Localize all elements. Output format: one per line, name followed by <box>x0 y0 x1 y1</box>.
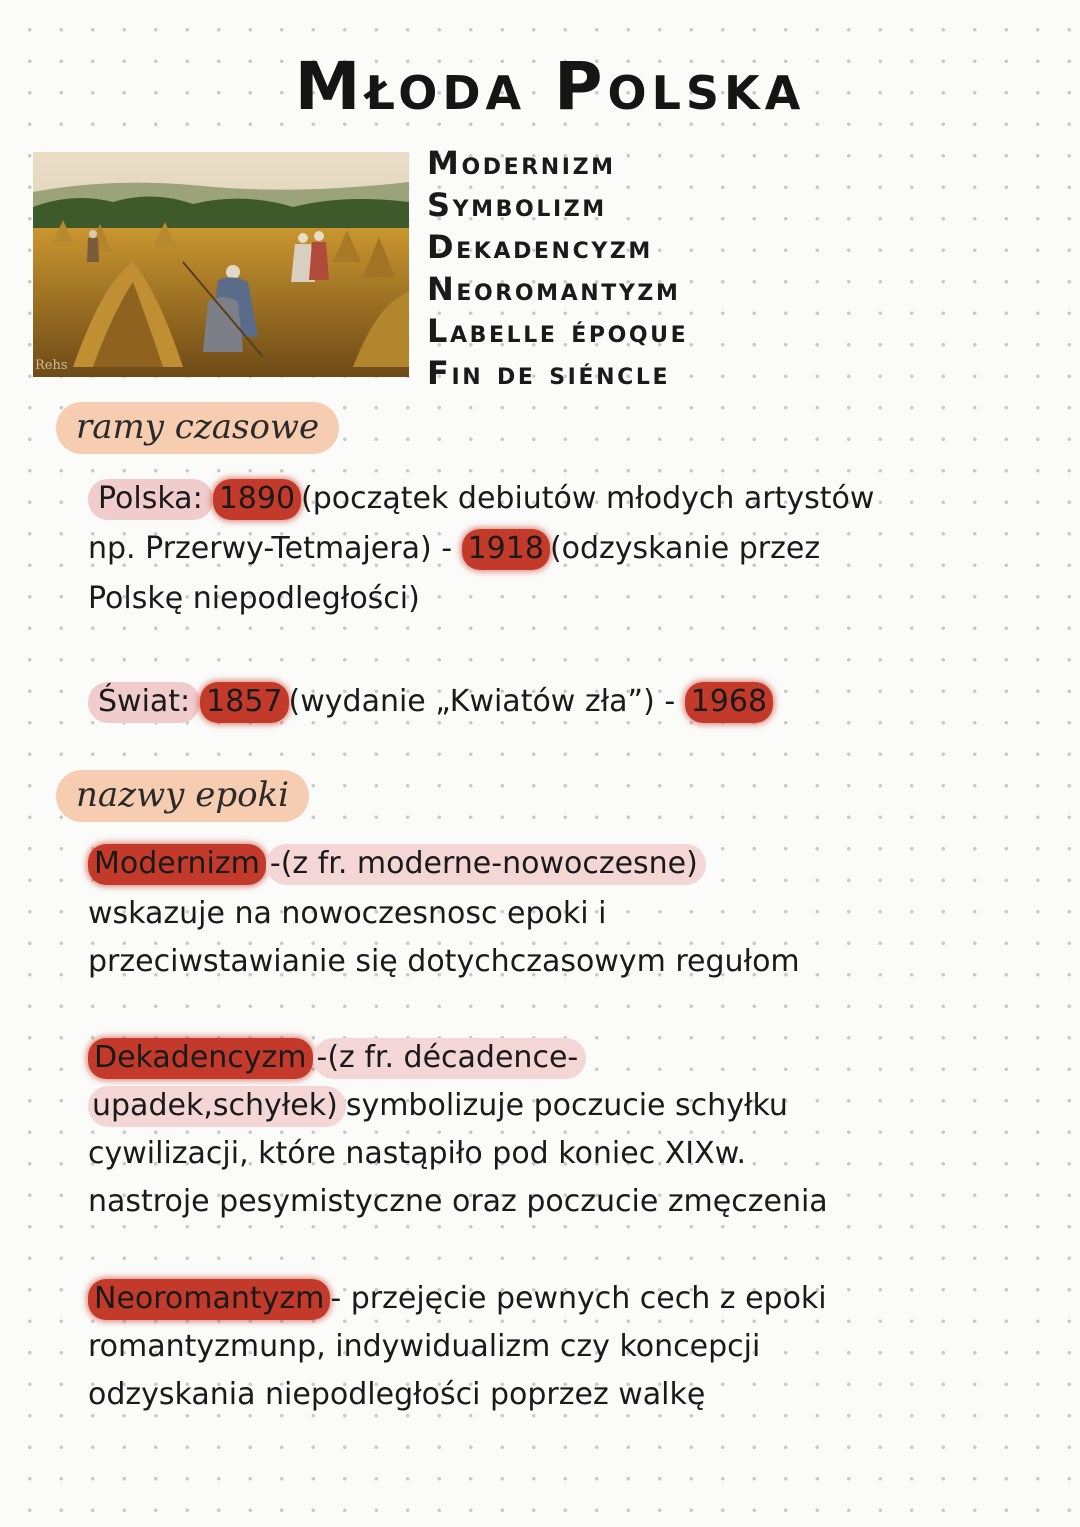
period-name-item: Modernizm <box>427 144 616 182</box>
neoromantyzm-line1-rest: - przejęcie pewnych cech z epoki <box>330 1281 827 1316</box>
period-name-item: Fin de siéncle <box>427 354 671 392</box>
polska-label: Polska: <box>88 479 213 520</box>
polska-start-note: (początek debiutów młodych artystów <box>301 481 875 516</box>
period-name-item: Neoromantyzm <box>427 270 681 308</box>
neoromantyzm-line3: odzyskania niepodległości poprzez walkę <box>88 1377 706 1412</box>
polska-timeframe-line3: Polskę niepodległości) <box>88 581 420 616</box>
period-name-item: Dekadencyzm <box>427 228 653 266</box>
polska-timeframe-line2 <box>88 525 820 573</box>
swiat-start-note: (wydanie „Kwiatów zła”) - <box>288 684 676 719</box>
harvest-painting-image <box>33 152 409 377</box>
neoromantyzm-term: Neoromantyzm <box>88 1279 330 1320</box>
dekadencyzm-line4: nastroje pesymistyczne oraz poczucie zmęczenia <box>88 1184 828 1219</box>
dekadencyzm-line3: cywilizacji, które nastąpiło pod koniec XIXw. <box>88 1136 747 1171</box>
polska-end-year: 1918 <box>462 529 550 570</box>
swiat-label: Świat: <box>88 682 200 723</box>
modernizm-line2: wskazuje na nowoczesnosc epoki i <box>88 896 607 931</box>
period-name-item: Labelle époque <box>427 312 689 350</box>
modernizm-line1 <box>88 840 706 888</box>
painting-caption: Rehs <box>35 358 68 373</box>
polska-timeframe-line1 <box>88 475 874 523</box>
polska-end-note: (odzyskanie przez <box>549 531 821 566</box>
dekadencyzm-line2 <box>88 1082 788 1130</box>
dekadencyzm-etymology-part1: -(z fr. décadence- <box>313 1038 587 1079</box>
neoromantyzm-line2: romantyzmunp, indywidualizm czy koncepcji <box>88 1329 761 1364</box>
modernizm-line3: przeciwstawianie się dotychczasowym regułom <box>88 944 800 979</box>
swiat-end-year: 1968 <box>685 682 773 723</box>
page-title: Młoda Polska <box>294 48 806 125</box>
period-names-heading: nazwy epoki <box>56 770 309 822</box>
polska-start-year: 1890 <box>213 479 301 520</box>
modernizm-term: Modernizm <box>88 844 266 885</box>
polska-line2-start: np. Przerwy-Tetmajera) - <box>88 531 453 566</box>
dekadencyzm-etymology-part2: upadek,schyłek) <box>88 1086 346 1127</box>
dekadencyzm-line1 <box>88 1034 586 1082</box>
period-names-list <box>427 142 688 394</box>
period-name-item: Symbolizm <box>427 186 607 224</box>
swiat-start-year: 1857 <box>200 682 288 723</box>
modernizm-etymology: -(z fr. moderne-nowoczesne) <box>266 844 706 885</box>
dekadencyzm-line2-rest: symbolizuje poczucie schyłku <box>345 1088 788 1123</box>
timeframe-heading: ramy czasowe <box>56 402 339 454</box>
swiat-timeframe-line <box>88 678 773 726</box>
neoromantyzm-line1 <box>88 1275 827 1323</box>
dekadencyzm-term: Dekadencyzm <box>88 1038 313 1079</box>
